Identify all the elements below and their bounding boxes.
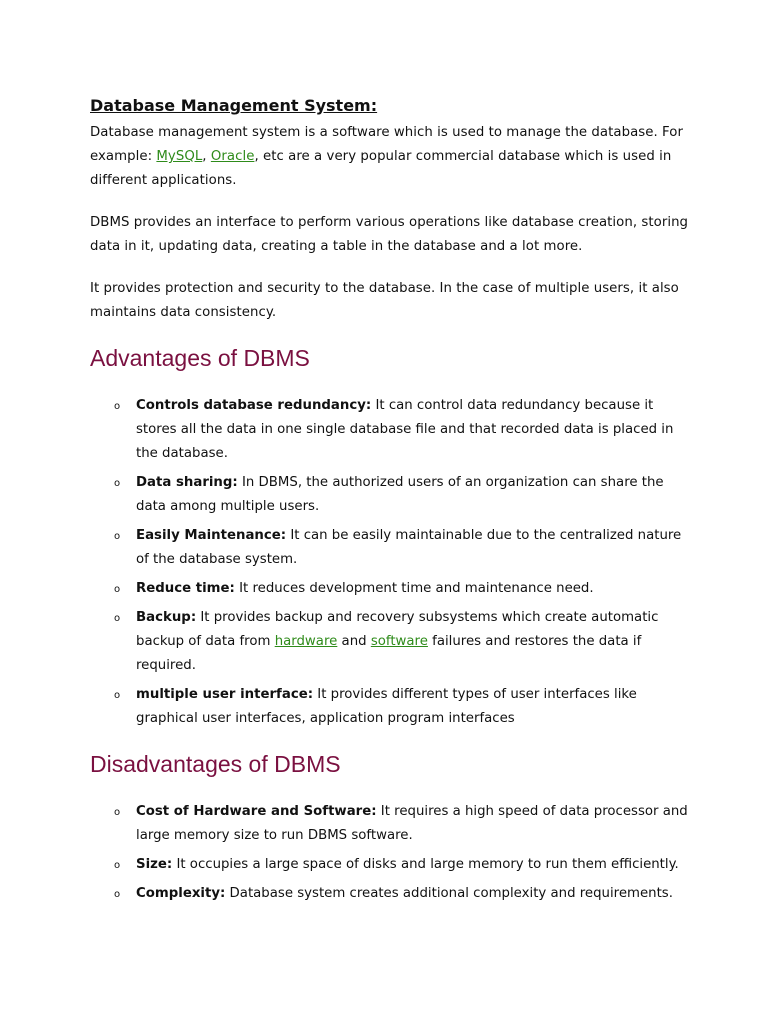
list-item <box>90 394 690 466</box>
bullet-icon: o <box>114 478 121 489</box>
item-text: It provides backup and recovery subsystems which create automatic backup of data from <box>136 610 659 649</box>
intro-paragraph-3: It provides protection and security to the database. In the case of multiple users, it also maintains data consistency. <box>90 281 679 320</box>
item-term: multiple user interface: <box>136 687 314 702</box>
item-term: Size: <box>136 857 173 872</box>
list-item <box>90 606 690 678</box>
item-text: It requires a high speed of data processor and large memory size to run DBMS software. <box>136 804 688 843</box>
bullet-icon: o <box>114 690 121 701</box>
mysql-link[interactable]: MySQL <box>156 149 203 164</box>
list-item <box>90 577 690 601</box>
item-text: In DBMS, the authorized users of an organization can share the data among multiple users. <box>136 475 664 514</box>
advantages-list <box>90 394 690 731</box>
item-term: Complexity: <box>136 886 226 901</box>
bullet-icon: o <box>114 401 121 412</box>
item-term: Controls database redundancy: <box>136 398 372 413</box>
list-item <box>90 524 690 572</box>
separator: , <box>202 149 211 164</box>
item-term: Backup: <box>136 610 197 625</box>
disadvantages-heading: Disadvantages of DBMS <box>90 751 341 777</box>
bullet-icon: o <box>114 531 121 542</box>
list-item <box>90 683 690 731</box>
oracle-link[interactable]: Oracle <box>210 149 255 164</box>
item-term: Data sharing: <box>136 475 238 490</box>
item-text: and <box>337 634 371 649</box>
intro-text-end: , etc are a very popular commercial database which is used in different applications. <box>90 149 672 188</box>
list-item <box>90 800 690 848</box>
item-term: Easily Maintenance: <box>136 528 287 543</box>
item-text: It can control data redundancy because it stores all the data in one single database file and that recorded data is placed in the database. <box>136 398 674 461</box>
disadvantages-list <box>90 800 690 906</box>
intro-text: Database management system is a software which is used to manage the database. For example: <box>90 125 683 164</box>
item-text: It occupies a large space of disks and large memory to run them efficiently. <box>172 857 679 872</box>
intro-paragraph-2: DBMS provides an interface to perform various operations like database creation, storing data in it, updating data, creating a table in the database and a lot more. <box>90 215 689 254</box>
document-page <box>90 96 690 911</box>
list-item <box>90 471 690 519</box>
bullet-icon: o <box>114 584 121 595</box>
item-text: Database system creates additional complexity and requirements. <box>225 886 673 901</box>
item-text: It can be easily maintainable due to the centralized nature of the database system. <box>136 528 682 567</box>
bullet-icon: o <box>114 889 121 900</box>
bullet-icon: o <box>114 860 121 871</box>
item-text: failures and restores the data if required. <box>136 634 642 673</box>
item-term: Cost of Hardware and Software: <box>136 804 377 819</box>
hardware-link[interactable]: hardware <box>274 634 338 649</box>
advantages-heading: Advantages of DBMS <box>90 345 310 371</box>
list-item <box>90 882 690 906</box>
list-item <box>90 853 690 877</box>
software-link[interactable]: software <box>370 634 428 649</box>
item-text: It provides different types of user interfaces like graphical user interfaces, application program interfaces <box>136 687 637 726</box>
item-text: It reduces development time and maintenance need. <box>234 581 594 596</box>
intro-paragraph-1 <box>90 121 690 193</box>
page-title: Database Management System: <box>90 96 378 115</box>
item-term: Reduce time: <box>136 581 235 596</box>
bullet-icon: o <box>114 807 121 818</box>
bullet-icon: o <box>114 613 121 624</box>
